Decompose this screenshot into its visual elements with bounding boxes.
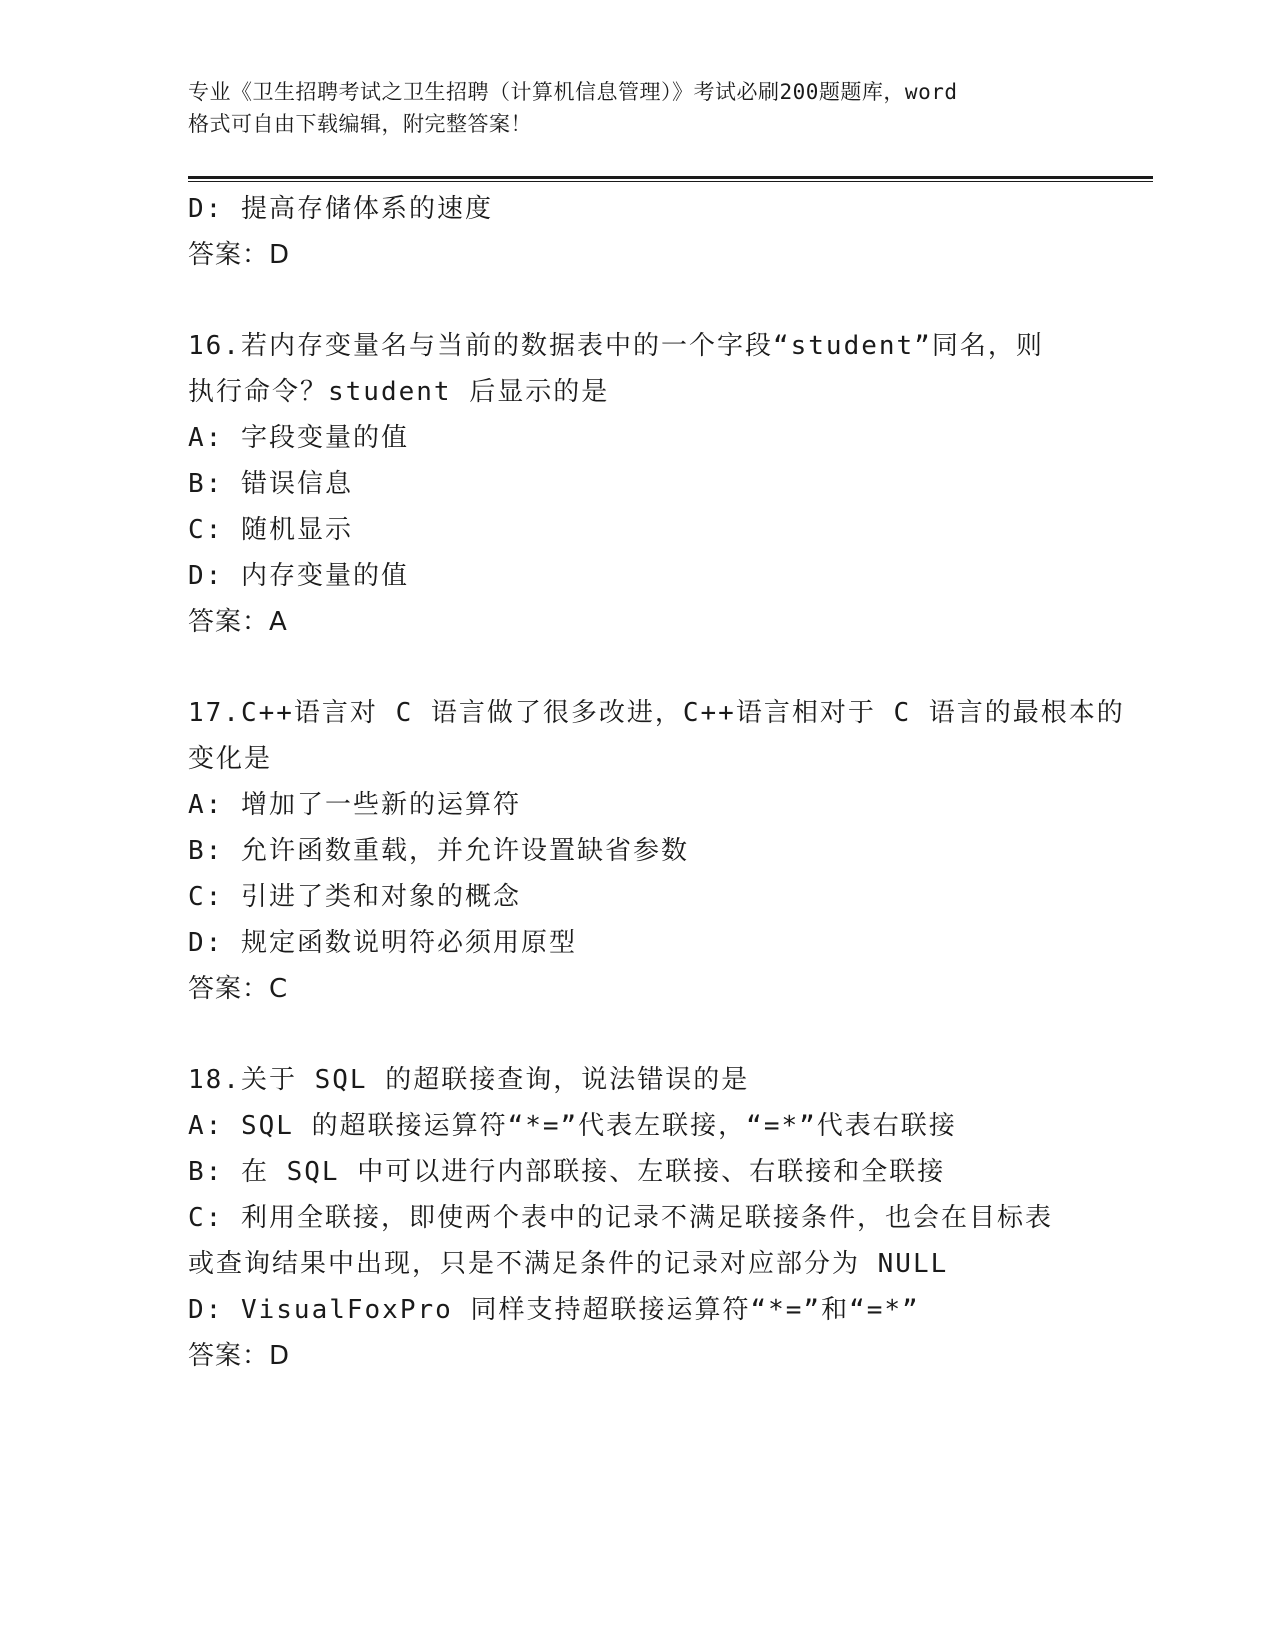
- answer-line: 答案：D: [188, 1341, 291, 1371]
- page-header: [188, 76, 1088, 140]
- question-18: [188, 1057, 1088, 1379]
- option-c: C: 引进了类和对象的概念: [188, 882, 521, 912]
- document-page: [188, 0, 1153, 1650]
- option-d: D: 内存变量的值: [188, 561, 409, 591]
- question-stem: [188, 323, 1088, 415]
- question-stem-line-2: 变化是: [188, 744, 273, 774]
- option-a: A: 增加了一些新的运算符: [188, 790, 521, 820]
- header-line-2: 格式可自由下载编辑，附完整答案！: [188, 112, 532, 136]
- question-17: [188, 690, 1125, 1012]
- question-stem: [188, 690, 1125, 782]
- option-a: A: SQL 的超联接运算符“*=”代表左联接，“=*”代表右联接: [188, 1111, 957, 1141]
- question-15-tail: [188, 186, 1088, 278]
- question-stem-line-1: 16.若内存变量名与当前的数据表中的一个字段“student”同名，则: [188, 331, 1044, 361]
- option-b: B: 在 SQL 中可以进行内部联接、左联接、右联接和全联接: [188, 1157, 946, 1187]
- option-d: D: VisualFoxPro 同样支持超联接运算符“*=”和“=*”: [188, 1295, 920, 1325]
- question-16: [188, 323, 1088, 645]
- question-list: [188, 186, 1125, 1379]
- question-stem: [188, 1057, 1088, 1103]
- option-c-line-2: 或查询结果中出现，只是不满足条件的记录对应部分为 NULL: [188, 1249, 949, 1279]
- option-d: D: 提高存储体系的速度: [188, 194, 493, 224]
- answer-line: 答案：C: [188, 974, 289, 1004]
- option-b: B: 错误信息: [188, 469, 353, 499]
- question-stem-line-1: 17.C++语言对 C 语言做了很多改进，C++语言相对于 C 语言的最根本的: [188, 698, 1125, 728]
- header-divider: [188, 176, 1153, 179]
- option-d: D: 规定函数说明符必须用原型: [188, 928, 577, 958]
- answer-line: 答案：D: [188, 240, 291, 270]
- option-c-line-1: C: 利用全联接，即使两个表中的记录不满足联接条件，也会在目标表: [188, 1203, 1053, 1233]
- header-line-1: 专业《卫生招聘考试之卫生招聘（计算机信息管理）》考试必刷200题题库，word: [188, 80, 958, 104]
- question-stem-line-1: 18.关于 SQL 的超联接查询，说法错误的是: [188, 1065, 750, 1095]
- answer-line: 答案：A: [188, 607, 288, 637]
- question-stem-line-2: 执行命令？student 后显示的是: [188, 377, 610, 407]
- option-a: A: 字段变量的值: [188, 423, 409, 453]
- option-b: B: 允许函数重载，并允许设置缺省参数: [188, 836, 689, 866]
- option-c: C: 随机显示: [188, 515, 353, 545]
